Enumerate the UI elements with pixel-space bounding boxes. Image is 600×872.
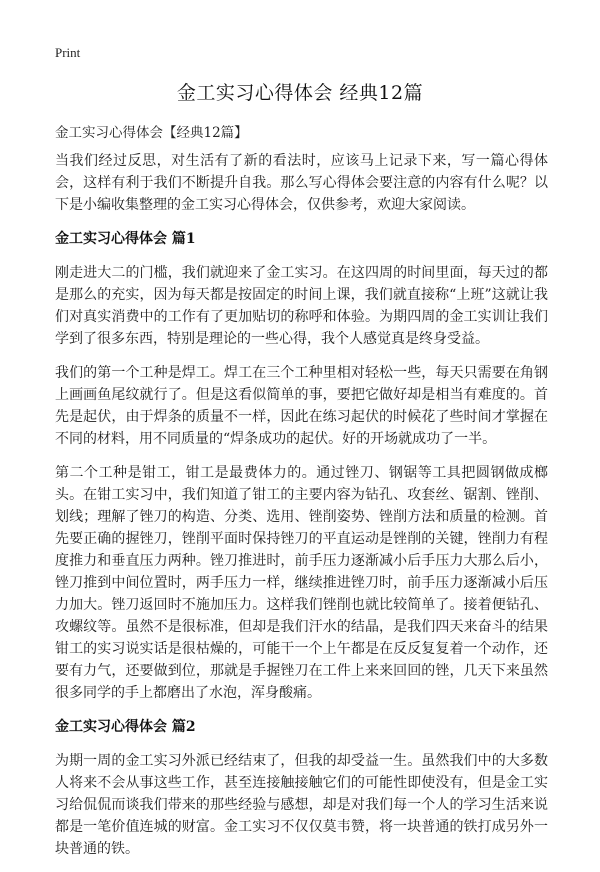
document-subtitle: 金工实习心得体会【经典12篇】 [55, 125, 248, 141]
section-1-paragraph-2: 我们的第一个工种是焊工。焊工在三个工种里相对轻松一些，每天只需要在角钢上画画鱼尾纹就行了。但是这看似简单的事，要把它做好却是相当有难度的。首先是起伏，由于焊条的质量不一样，因此在练习起伏的时候花了些时间才掌握在不同的材料，用不同质量的“焊条成功的起伏。好的开场就成功了一半。 [55, 365, 548, 447]
section-1-paragraph-1: 刚走进大二的门槛，我们就迎来了金工实习。在这四周的时间里面，每天过的都是那么的充实，因为每天都是按固定的时间上课，我们就直接称“上班”这就让我们对真实消费中的工作有了更加贴切的称呼和体验。为期四周的金工实训让我们学到了很多东西，特别是理论的一些心得，我个人感觉真是终身受益。 [55, 265, 548, 347]
section-heading-1: 金工实习心得体会 篇1 [55, 231, 196, 247]
intro-paragraph: 当我们经过反思，对生活有了新的看法时，应该马上记录下来，写一篇心得体会，这样有利于我们不断提升自我。那么写心得体会要注意的内容有什么呢？以下是小编收集整理的金工实习心得体会，仅供参考，欢迎大家阅读。 [55, 153, 548, 213]
document-body [55, 150, 548, 872]
section-1-paragraph-3: 第二个工种是钳工，钳工是最费体力的。通过锉刀、钢锯等工具把圆钢做成榔头。在钳工实习中，我们知道了钳工的主要内容为钻孔、攻套丝、锯割、锉削、划线；理解了锉刀的构造、分类、选用、锉削姿势、锉削方法和质量的检测。首先要正确的握锉刀，锉削平面时保持锉刀的平直运动是锉削的关键，锉削力有程度推力和垂直压力两种。锉刀推进时，前手压力逐渐减小后手压力大那么后小，锉刀推到中间位置时，两手压力一样，继续推进锉刀时，前手压力逐渐减小后压力加大。锉刀返回时不施加压力。这样我们锉削也就比较简单了。接着便钻孔、攻螺纹等。虽然不是很标准，但却是我们汗水的结晶，是我们四天来奋斗的结果钳工的实习说实话是很枯燥的，可能干一个上午都是在反反复复着一个动作，还要有力气，还要做到位，那就是手握锉刀在工件上来来回回的锉，几天下来虽然很多同学的手上都磨出了水泡，浑身酸痛。 [55, 465, 548, 701]
print-link[interactable]: Print [55, 45, 81, 60]
section-heading-2: 金工实习心得体会 篇2 [55, 719, 196, 735]
page-title: 金工实习心得体会 经典12篇 [176, 82, 424, 104]
section-2-paragraph-1: 为期一周的金工实习外派已经结束了，但我的却受益一生。虽然我们中的大多数人将来不会从事这些工作，甚至连接触接触它们的可能性即使没有，但是金工实习给侃侃而谈我们带来的那些经验与感想，却是对我们每一个人的学习生活来说都是一笔价值连城的财富。金工实习不仅仅莫韦赞，将一块普通的铁打成另外一块普通的铁。 [55, 753, 548, 857]
